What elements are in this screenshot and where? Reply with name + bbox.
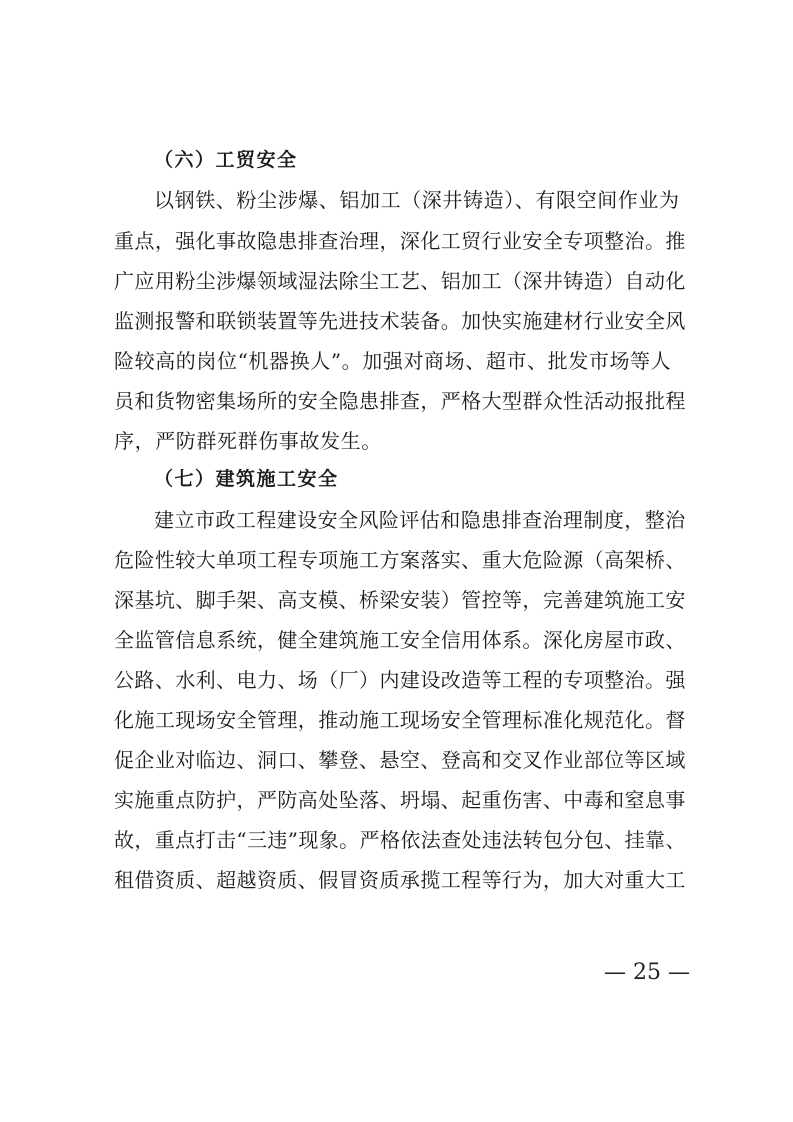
paragraph-line: 促企业对临边、洞口、攀登、悬空、登高和交叉作业部位等区域 bbox=[114, 748, 686, 772]
paragraph-line: 全监管信息系统，健全建筑施工安全信用体系。深化房屋市政、 bbox=[114, 628, 686, 652]
paragraph-line: 危险性较大单项工程专项施工方案落实、重大危险源（高架桥、 bbox=[114, 548, 686, 572]
paragraph-line: 租借资质、超越资质、假冒资质承揽工程等行为，加大对重大工 bbox=[114, 868, 686, 892]
paragraph-line: 建立市政工程建设安全风险评估和隐患排查治理制度，整治 bbox=[154, 508, 686, 532]
paragraph-line: 公路、水利、电力、场（厂）内建设改造等工程的专项整治。强 bbox=[114, 668, 686, 692]
paragraph-line: 险较高的岗位“机器换人”。加强对商场、超市、批发市场等人 bbox=[114, 349, 672, 373]
paragraph-line: 化施工现场安全管理，推动施工现场安全管理标准化规范化。督 bbox=[114, 708, 686, 732]
paragraph-line: 员和货物密集场所的安全隐患排查，严格大型群众性活动报批程 bbox=[114, 389, 686, 413]
section-heading-6: （六）工贸安全 bbox=[154, 149, 298, 171]
paragraph-line: 深基坑、脚手架、高支模、桥梁安装）管控等，完善建筑施工安 bbox=[114, 588, 686, 612]
paragraph-line: 实施重点防护，严防高处坠落、坍塌、起重伤害、中毒和窒息事 bbox=[114, 788, 686, 812]
paragraph-line: 故，重点打击“三违”现象。严格依法查处违法转包分包、挂靠、 bbox=[114, 828, 686, 852]
paragraph-line: 重点，强化事故隐患排查治理，深化工贸行业安全专项整治。推 bbox=[114, 229, 686, 253]
paragraph-line: 监测报警和联锁装置等先进技术装备。加快实施建材行业安全风 bbox=[114, 309, 686, 333]
section-heading-7: （七）建筑施工安全 bbox=[154, 468, 339, 490]
paragraph-line: 广应用粉尘涉爆领域湿法除尘工艺、铝加工（深井铸造）自动化 bbox=[114, 269, 686, 293]
page-number: — 25 — bbox=[604, 960, 690, 985]
paragraph-line: 以钢铁、粉尘涉爆、铝加工（深井铸造）、有限空间作业为 bbox=[154, 188, 680, 212]
paragraph-line: 序，严防群死群伤事故发生。 bbox=[114, 429, 382, 453]
